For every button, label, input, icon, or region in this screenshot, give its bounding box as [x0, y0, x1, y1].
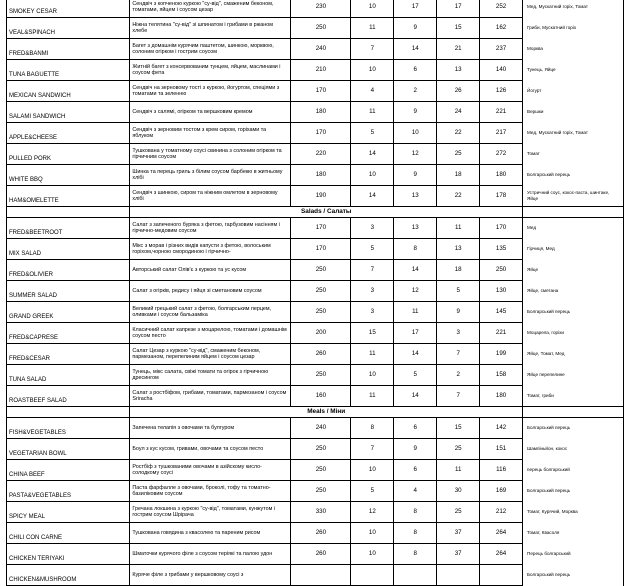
kcal-value: 140 [480, 60, 523, 81]
dish-description: Запечена телапія з овочами та булгуром [130, 418, 291, 439]
weight-value: 240 [291, 418, 351, 439]
kcal-value: 212 [480, 502, 523, 523]
allergen-note: Шампіньйон, кокос [523, 439, 624, 460]
weight-value: 200 [291, 323, 351, 344]
allergen-note: Гриби, Мускатний горіх [523, 18, 624, 39]
allergen-note: Яйце [523, 260, 624, 281]
dish-name: SMOKEY CESAR [7, 0, 130, 18]
weight-value: 170 [291, 81, 351, 102]
kcal-value: 180 [480, 165, 523, 186]
dish-description: Салат з ростбіфом, грибами, томатами, пармезаном і соусом Sriracha [130, 386, 291, 407]
carbs-value: 7 [437, 386, 480, 407]
kcal-value: 199 [480, 344, 523, 365]
dish-name: VEAL&SPINACH [7, 18, 130, 39]
section-spacer-left [7, 407, 130, 418]
dish-name: MIX SALAD [7, 239, 130, 260]
carbs-value: 17 [437, 0, 480, 18]
table-row [7, 323, 624, 344]
dish-description: Мікс з морав і різних видів капусти з фетою, волоським горіхом,чорною смородиною і гірчично- [130, 239, 291, 260]
protein-value: 5 [351, 239, 394, 260]
allergen-note: Тунець, Яйце [523, 60, 624, 81]
weight-value: 170 [291, 218, 351, 239]
fat-value: 9 [394, 439, 437, 460]
allergen-note: Яйце, Томат, Мед [523, 344, 624, 365]
dish-name: APPLE&CHEESE [7, 123, 130, 144]
kcal-value: 180 [480, 386, 523, 407]
table-row [7, 60, 624, 81]
kcal-value: 252 [480, 0, 523, 18]
allergen-note: Гірчиця, Мед [523, 239, 624, 260]
dish-name: SALAMI SANDWICH [7, 102, 130, 123]
fat-value: 6 [394, 60, 437, 81]
dish-name: VEGETARIAN BOWL [7, 439, 130, 460]
weight-value: 180 [291, 102, 351, 123]
section-title: Salads / Салаты [130, 207, 523, 218]
fat-value: 9 [394, 165, 437, 186]
allergen-note: Яйце, сметана [523, 281, 624, 302]
allergen-note: Перець болгарський [523, 544, 624, 565]
table-row [7, 502, 624, 523]
protein-value: 4 [351, 81, 394, 102]
dish-name: FRED&CESAR [7, 344, 130, 365]
weight-value: 250 [291, 460, 351, 481]
kcal-value: 221 [480, 102, 523, 123]
fat-value: 12 [394, 144, 437, 165]
weight-value [291, 565, 351, 586]
dish-description: Куряче філе з грибами у вершковому соусі з [130, 565, 291, 586]
allergen-note: Морква [523, 39, 624, 60]
table-row [7, 186, 624, 207]
weight-value: 330 [291, 502, 351, 523]
protein-value: 14 [351, 186, 394, 207]
dish-description: Шинка та перець гриль з білим соусом барбекю в житньому хлібі [130, 165, 291, 186]
fat-value: 4 [394, 481, 437, 502]
dish-name: FRED&OLIVIER [7, 260, 130, 281]
carbs-value: 3 [437, 323, 480, 344]
dish-description: Авторський салат Олів'є з куркою та ус кусом [130, 260, 291, 281]
kcal-value: 170 [480, 218, 523, 239]
section-spacer-right [523, 207, 624, 218]
dish-description: Шматочки курячого філе з соусом теріякі та палою удон [130, 544, 291, 565]
protein-value: 11 [351, 102, 394, 123]
protein-value: 7 [351, 260, 394, 281]
dish-description: Салат з огірків, редиcу і яйця зі сметановим соусом [130, 281, 291, 302]
kcal-value: 151 [480, 439, 523, 460]
table-row [7, 565, 624, 586]
carbs-value: 9 [437, 302, 480, 323]
section-header [7, 407, 624, 418]
dish-name: PASTA&VEGETABLES [7, 481, 130, 502]
weight-value: 260 [291, 523, 351, 544]
carbs-value: 13 [437, 239, 480, 260]
carbs-value: 15 [437, 18, 480, 39]
kcal-value: 264 [480, 523, 523, 544]
weight-value: 250 [291, 439, 351, 460]
weight-value: 190 [291, 186, 351, 207]
table-row [7, 344, 624, 365]
allergen-note: Вершки [523, 102, 624, 123]
dish-description: Житній багет з консервованим тунцем, яйцем, маслинами і соусом фета [130, 60, 291, 81]
fat-value: 13 [394, 218, 437, 239]
table-row [7, 260, 624, 281]
carbs-value: 25 [437, 502, 480, 523]
kcal-value: 162 [480, 18, 523, 39]
weight-value: 180 [291, 165, 351, 186]
dish-description: Тушкована говядина з квасолею та пареним рисом [130, 523, 291, 544]
protein-value [351, 565, 394, 586]
carbs-value: 7 [437, 344, 480, 365]
fat-value: 14 [394, 344, 437, 365]
fat-value: 17 [394, 323, 437, 344]
protein-value: 10 [351, 523, 394, 544]
section-spacer-left [7, 207, 130, 218]
dish-name: CHINA BEEF [7, 460, 130, 481]
dish-description: Класичний салат капрезе з моцарелою, томатами і домашнім соусом песто [130, 323, 291, 344]
weight-value: 220 [291, 144, 351, 165]
carbs-value: 22 [437, 123, 480, 144]
protein-value: 5 [351, 481, 394, 502]
weight-value: 260 [291, 344, 351, 365]
protein-value: 15 [351, 323, 394, 344]
table-row [7, 481, 624, 502]
dish-name: SPICY MEAL [7, 502, 130, 523]
kcal-value: 142 [480, 418, 523, 439]
table-row [7, 123, 624, 144]
dish-description: Сендвіч з салямі, огірком та вершковим кремом [130, 102, 291, 123]
dish-name: WHITE BBQ [7, 165, 130, 186]
allergen-note: Болгарський перець [523, 418, 624, 439]
allergen-note: перець болгарський [523, 460, 624, 481]
kcal-value: 250 [480, 260, 523, 281]
carbs-value: 25 [437, 439, 480, 460]
weight-value: 240 [291, 39, 351, 60]
fat-value: 8 [394, 544, 437, 565]
dish-description: Салат Цезар з куркою "су-від", смаженим беконом, пармезаном, перепелиним яйцем і соусом цезар [130, 344, 291, 365]
dish-description: Ростбіф з тушкованими овочами в азійскому кисло-солодкому соусі [130, 460, 291, 481]
allergen-note: Томат [523, 144, 624, 165]
dish-description: Сендвіч з зерновим тостом з крем сиром, горіхами та яблуком [130, 123, 291, 144]
carbs-value: 26 [437, 81, 480, 102]
kcal-value: 178 [480, 186, 523, 207]
kcal-value: 217 [480, 123, 523, 144]
dish-name: TUNA BAGUETTE [7, 60, 130, 81]
kcal-value: 221 [480, 323, 523, 344]
weight-value: 250 [291, 18, 351, 39]
dish-name: ROASTBEEF SALAD [7, 386, 130, 407]
kcal-value: 126 [480, 81, 523, 102]
weight-value: 250 [291, 481, 351, 502]
table-row [7, 302, 624, 323]
protein-value: 10 [351, 0, 394, 18]
dish-name: TUNA SALAD [7, 365, 130, 386]
allergen-note: Томат, Квасоля [523, 523, 624, 544]
dish-description: Сендвіч з копченою куркою "су-від", смаженим беконом, томатами, яйцем і соусом цезар [130, 0, 291, 18]
table-row [7, 144, 624, 165]
fat-value: 8 [394, 523, 437, 544]
protein-value: 3 [351, 218, 394, 239]
menu-table [6, 0, 624, 586]
carbs-value [437, 565, 480, 586]
allergen-note: Моцарела, горіхи [523, 323, 624, 344]
carbs-value: 18 [437, 260, 480, 281]
kcal-value [480, 565, 523, 586]
dish-name: FRED&BANMI [7, 39, 130, 60]
weight-value: 250 [291, 302, 351, 323]
table-row [7, 460, 624, 481]
fat-value: 9 [394, 18, 437, 39]
dish-description: Гречана локшина з куркою "су-від", томатами, кунжутом і гострим соусом Шрірача [130, 502, 291, 523]
weight-value: 160 [291, 386, 351, 407]
fat-value: 11 [394, 302, 437, 323]
fat-value: 8 [394, 239, 437, 260]
carbs-value: 22 [437, 186, 480, 207]
dish-name: CHILI CON CARNE [7, 523, 130, 544]
table-row [7, 0, 624, 18]
carbs-value: 18 [437, 165, 480, 186]
allergen-note: Йогурт [523, 81, 624, 102]
allergen-note: Мед, Мускатний горіх, Томат [523, 0, 624, 18]
carbs-value: 5 [437, 281, 480, 302]
dish-name: PULLED PORK [7, 144, 130, 165]
dish-name: FISH&VEGETABLES [7, 418, 130, 439]
table-row [7, 39, 624, 60]
weight-value: 260 [291, 544, 351, 565]
fat-value [394, 565, 437, 586]
carbs-value: 13 [437, 60, 480, 81]
allergen-note: Болгарський перець [523, 165, 624, 186]
allergen-note: Томат, гриби [523, 386, 624, 407]
dish-name: MEXICAN SANDWICH [7, 81, 130, 102]
dish-description: Багет з домашнім курячим паштетом, шинкою, морквою, солоним огірком і гострим соусом [130, 39, 291, 60]
carbs-value: 15 [437, 418, 480, 439]
table-row [7, 439, 624, 460]
protein-value: 12 [351, 502, 394, 523]
carbs-value: 25 [437, 144, 480, 165]
dish-name: SUMMER SALAD [7, 281, 130, 302]
allergen-note: Мед [523, 218, 624, 239]
dish-description: Сендвіч з шинкою, сиром та ніжним омлетом в зерновому хлібі [130, 186, 291, 207]
fat-value: 8 [394, 502, 437, 523]
weight-value: 250 [291, 365, 351, 386]
table-row [7, 102, 624, 123]
dish-description: Великий грецький салат з фетою, болгарським перцем, оливками і соусом бальзаміка [130, 302, 291, 323]
table-row [7, 239, 624, 260]
kcal-value: 272 [480, 144, 523, 165]
table-row [7, 418, 624, 439]
table-row [7, 81, 624, 102]
kcal-value: 158 [480, 365, 523, 386]
fat-value: 5 [394, 365, 437, 386]
table-row [7, 281, 624, 302]
allergen-note: Мед, Мускатний горіх, Томат [523, 123, 624, 144]
fat-value: 17 [394, 0, 437, 18]
table-row [7, 218, 624, 239]
dish-name: CHICKEN&MUSHROOM [7, 565, 130, 586]
protein-value: 10 [351, 544, 394, 565]
weight-value: 170 [291, 239, 351, 260]
protein-value: 10 [351, 165, 394, 186]
allergen-note: Болгарський перець [523, 565, 624, 586]
section-spacer-right [523, 407, 624, 418]
fat-value: 13 [394, 186, 437, 207]
protein-value: 14 [351, 144, 394, 165]
protein-value: 5 [351, 123, 394, 144]
protein-value: 11 [351, 386, 394, 407]
section-header [7, 207, 624, 218]
dish-description: Тушкована у томатному соусі свинина з солоним огірком та гірчичним соусом [130, 144, 291, 165]
kcal-value: 145 [480, 302, 523, 323]
allergen-note: Яйце перепелине [523, 365, 624, 386]
carbs-value: 30 [437, 481, 480, 502]
weight-value: 250 [291, 281, 351, 302]
protein-value: 10 [351, 460, 394, 481]
table-row [7, 165, 624, 186]
protein-value: 10 [351, 60, 394, 81]
table-row [7, 523, 624, 544]
table-row [7, 544, 624, 565]
kcal-value: 116 [480, 460, 523, 481]
dish-name: CHICKEN TERIYAKI [7, 544, 130, 565]
carbs-value: 37 [437, 523, 480, 544]
weight-value: 210 [291, 60, 351, 81]
dish-description: Салат з запеченого буряка з фетою, гарбузовим насінням і гірчично-медовим соусом [130, 218, 291, 239]
allergen-note: Болгарський перець [523, 481, 624, 502]
carbs-value: 11 [437, 460, 480, 481]
fat-value: 6 [394, 460, 437, 481]
protein-value: 7 [351, 39, 394, 60]
fat-value: 2 [394, 81, 437, 102]
dish-description: Сендвіч на зерновому тості з куркою, йогуртом, спеціями з томатами та зеленню [130, 81, 291, 102]
protein-value: 7 [351, 439, 394, 460]
dish-description: Тунець, мікс салата, свіжі томати та огірок з гірчичною дресингом [130, 365, 291, 386]
kcal-value: 264 [480, 544, 523, 565]
dish-name: HAM&OMELETTE [7, 186, 130, 207]
dish-name: FRED&CAPRESE [7, 323, 130, 344]
fat-value: 14 [394, 386, 437, 407]
protein-value: 11 [351, 344, 394, 365]
protein-value: 3 [351, 302, 394, 323]
kcal-value: 135 [480, 239, 523, 260]
weight-value: 250 [291, 260, 351, 281]
kcal-value: 237 [480, 39, 523, 60]
table-row [7, 386, 624, 407]
carbs-value: 21 [437, 39, 480, 60]
protein-value: 8 [351, 418, 394, 439]
carbs-value: 2 [437, 365, 480, 386]
carbs-value: 11 [437, 218, 480, 239]
allergen-note: Томат, Курячий, Морква [523, 502, 624, 523]
protein-value: 11 [351, 18, 394, 39]
dish-name: FRED&BEETROOT [7, 218, 130, 239]
fat-value: 14 [394, 260, 437, 281]
protein-value: 10 [351, 365, 394, 386]
section-title: Meals / Міни [130, 407, 523, 418]
table-row [7, 365, 624, 386]
protein-value: 3 [351, 281, 394, 302]
dish-name: GRAND GREEK [7, 302, 130, 323]
dish-description: Боул з кус кусом, гривами, овочами та соусом песто [130, 439, 291, 460]
dish-description: Паста фарфалле з овочами, броколі, тофу та томатно-базиліковим соусом [130, 481, 291, 502]
kcal-value: 130 [480, 281, 523, 302]
fat-value: 9 [394, 102, 437, 123]
carbs-value: 24 [437, 102, 480, 123]
carbs-value: 37 [437, 544, 480, 565]
fat-value: 14 [394, 39, 437, 60]
allergen-note: Болгарський перець [523, 302, 624, 323]
table-row [7, 18, 624, 39]
kcal-value: 169 [480, 481, 523, 502]
dish-description: Ніжна телятина "су-від" зі шпинатом і грибами в ржаном хлебе [130, 18, 291, 39]
weight-value: 170 [291, 123, 351, 144]
fat-value: 6 [394, 418, 437, 439]
allergen-note: Устричний соус, кокос-паста, шинтаке, Яйце [523, 186, 624, 207]
fat-value: 10 [394, 123, 437, 144]
weight-value: 230 [291, 0, 351, 18]
fat-value: 12 [394, 281, 437, 302]
